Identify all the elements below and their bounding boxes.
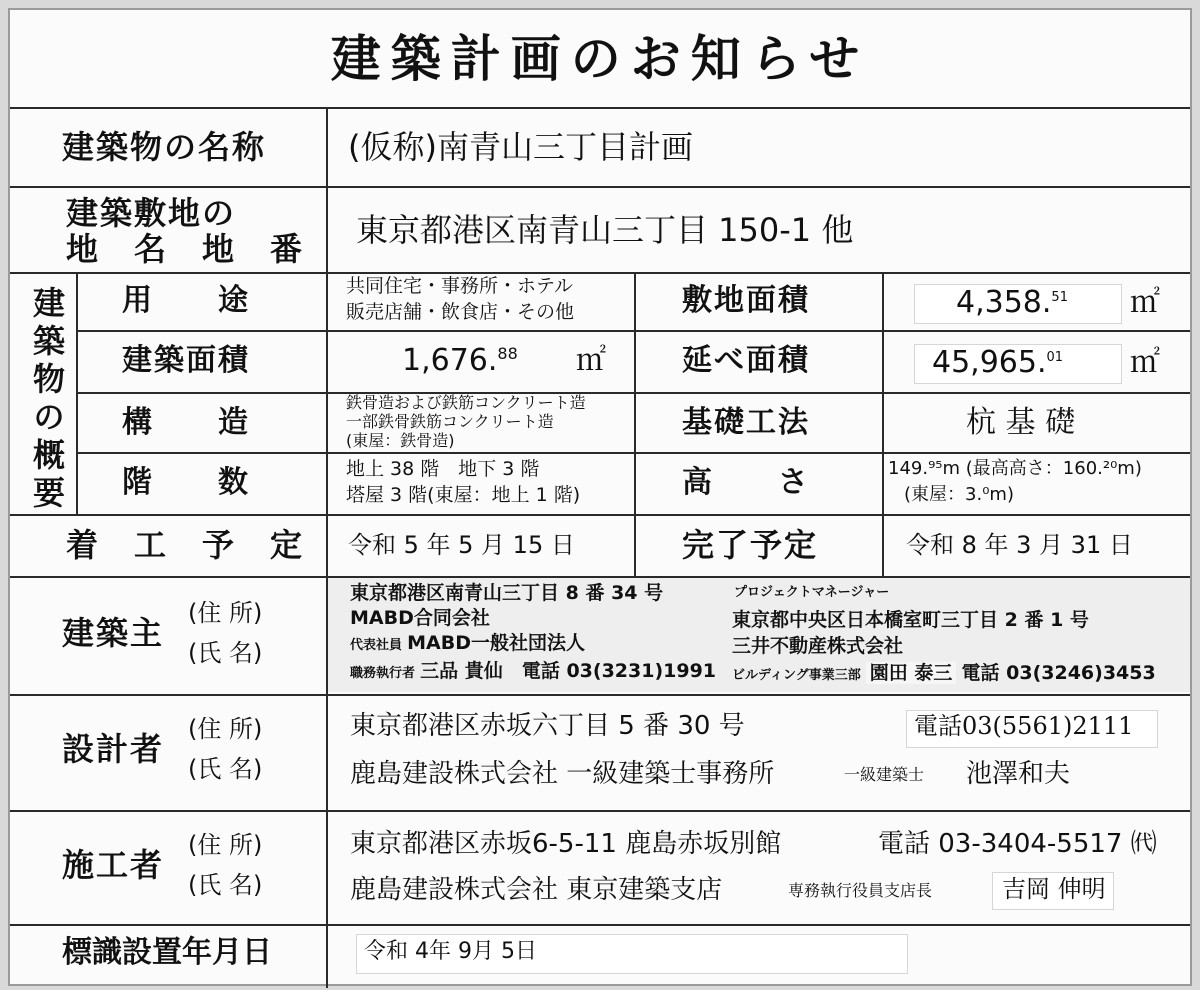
building-area-decimal: 88 — [497, 344, 518, 363]
owner-rep-prefix: 代表社員 — [350, 638, 403, 653]
end-label: 完了予定 — [682, 526, 819, 564]
start-label: 着 工 予 定 — [66, 526, 305, 564]
use-label: 用 途 — [122, 283, 250, 318]
designer-sub-address: (住 所) — [188, 715, 263, 743]
floor-area-unit: ㎡ — [1130, 345, 1160, 380]
building-area-label: 建築面積 — [122, 343, 250, 378]
pm-company: 三井不動産株式会社 — [732, 635, 904, 657]
contractor-sub-name: (氏 名) — [188, 871, 263, 899]
end-value: 令和 8 年 3 月 31 日 — [906, 531, 1133, 559]
contractor-company: 鹿島建設株式会社 東京建築支店 — [350, 875, 723, 905]
owner-label: 建築主 — [62, 614, 165, 652]
contractor-sub-address: (住 所) — [188, 831, 263, 859]
notice-board — [8, 8, 1192, 986]
floor-area-number: 45,965. — [932, 345, 1047, 380]
building-name-value: (仮称)南青山三丁目計画 — [348, 128, 693, 166]
height-value-line2: (東屋：3.⁰m) — [904, 484, 1014, 505]
owner-rep — [350, 633, 585, 654]
owner-rep-name: MABD一般社団法人 — [407, 632, 585, 654]
site-label-line2: 地 名 地 番 — [66, 230, 305, 268]
foundation-value: 杭 基 礎 — [966, 405, 1076, 440]
floor-area-label: 延べ面積 — [682, 343, 810, 378]
owner-sub-name: (氏 名) — [188, 639, 263, 667]
owner-sub-address: (住 所) — [188, 599, 263, 627]
building-area-unit: ㎡ — [576, 343, 606, 378]
designer-address: 東京都港区赤坂六丁目 5 番 30 号 — [350, 711, 745, 741]
structure-value-line1: 鉄骨造および鉄筋コンクリート造 — [346, 393, 586, 412]
floors-value-line2: 塔屋 3 階(東屋：地上 1 階) — [346, 484, 581, 506]
designer-qual: 一級建築士 — [844, 765, 925, 784]
designer-company: 鹿島建設株式会社 一級建築士事務所 — [350, 759, 775, 789]
pm-label: プロジェクトマネージャー — [734, 585, 890, 600]
owner-exec — [350, 661, 716, 682]
building-name-label: 建築物の名称 — [62, 128, 267, 166]
contractor-address: 東京都港区赤坂6-5-11 鹿島赤坂別館 — [350, 829, 782, 859]
owner-exec-name: 三品 貴仙 — [420, 660, 503, 682]
use-value-line2: 販売店舗・飲食店・その他 — [346, 301, 575, 323]
owner-company: MABD合同会社 — [350, 607, 490, 629]
site-area-label: 敷地面積 — [682, 283, 810, 318]
use-value-line1: 共同住宅・事務所・ホテル — [346, 275, 574, 297]
owner-address: 東京都港区南青山三丁目 8 番 34 号 — [350, 582, 664, 604]
pm-phone: 電話 03(3246)3453 — [961, 662, 1156, 684]
contractor-role: 専務執行役員支店長 — [788, 881, 933, 900]
height-label: 高 さ — [682, 465, 810, 500]
building-area-value — [402, 344, 518, 377]
floors-label: 階 数 — [122, 465, 250, 500]
pm-address: 東京都中央区日本橋室町三丁目 2 番 1 号 — [732, 609, 1089, 631]
site-area-unit: ㎡ — [1130, 285, 1160, 320]
floors-value-line1: 地上 38 階 地下 3 階 — [346, 458, 540, 480]
site-area-decimal: 51 — [1051, 290, 1068, 305]
foundation-label: 基礎工法 — [682, 405, 810, 440]
structure-value-line3: (東屋：鉄骨造) — [346, 431, 455, 450]
pm-contact — [732, 663, 1156, 684]
designer-person: 池澤和夫 — [966, 759, 1071, 789]
designer-label: 設計者 — [62, 730, 165, 768]
building-area-number: 1,676. — [402, 343, 498, 378]
pm-name: 園田 泰三 — [866, 662, 957, 684]
start-value: 令和 5 年 5 月 15 日 — [348, 531, 575, 559]
floor-area-value — [932, 346, 1063, 379]
overview-side-label: 建築物の概要 — [28, 286, 66, 514]
site-value: 東京都港区南青山三丁目 150-1 他 — [356, 211, 854, 249]
structure-label: 構 造 — [122, 405, 250, 440]
designer-sub-name: (氏 名) — [188, 755, 263, 783]
page-title: 建築計画のお知らせ — [330, 30, 870, 88]
structure-value-line2: 一部鉄骨鉄筋コンクリート造 — [346, 412, 554, 431]
site-label-line1: 建築敷地の — [66, 194, 237, 232]
floor-area-decimal: 01 — [1046, 350, 1064, 365]
designer-phone: 電話03(5561)2111 — [914, 712, 1134, 740]
owner-exec-phone: 電話 03(3231)1991 — [521, 660, 717, 682]
contractor-label: 施工者 — [62, 846, 165, 884]
site-area-value — [956, 286, 1068, 319]
height-value-line1: 149.⁹⁵m (最高高さ：160.²⁰m) — [888, 458, 1142, 479]
pm-dept: ビルディング事業三部 — [732, 668, 861, 683]
owner-exec-prefix: 職務執行者 — [350, 666, 416, 681]
posting-label: 標識設置年月日 — [62, 935, 272, 970]
site-area-number: 4,358. — [956, 285, 1052, 320]
posting-value: 令和 4年 9月 5日 — [364, 939, 537, 964]
contractor-phone: 電話 03-3404-5517 ㈹ — [878, 829, 1157, 859]
contractor-person: 吉岡 伸明 — [1002, 875, 1106, 903]
